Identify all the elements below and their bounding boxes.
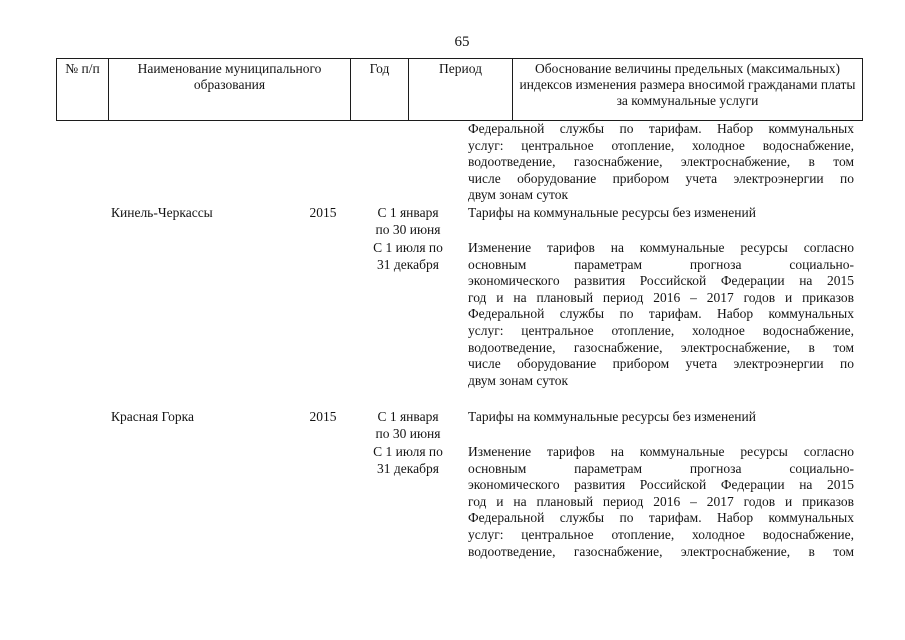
page-number: 65 xyxy=(454,34,470,50)
continuation-text xyxy=(468,121,854,204)
text-line: услуг: центральное отопление, холодное водоснабжение, xyxy=(468,526,854,542)
row-kinel-period-first xyxy=(362,205,454,238)
row-kinel-year: 2015 xyxy=(309,205,337,220)
row-krasnaya-basis-first: Тарифы на коммунальные ресурсы без изменений xyxy=(468,409,756,424)
header-number: № п/п xyxy=(57,59,109,120)
row-kinel-name: Кинель-Черкассы xyxy=(111,205,213,220)
row-krasnaya-name: Красная Горка xyxy=(111,409,195,424)
row-kinel-period-second xyxy=(362,240,454,273)
text-line: числе оборудование прибором учета электроэнергии по xyxy=(468,356,854,372)
text-line: основным параметрам прогноза социально- xyxy=(468,460,854,476)
text-line: Федеральной службы по тарифам. Набор коммунальных xyxy=(468,121,854,136)
row-krasnaya-period-first xyxy=(362,409,454,442)
text-line: водоотведение, газоснабжение, электроснабжение, в том xyxy=(468,154,854,170)
header-municipality: Наименование муниципального образования xyxy=(109,59,351,120)
text-line: двум зонам суток xyxy=(468,372,569,388)
period-line: С 1 января xyxy=(377,205,439,220)
text-line: водоотведение, газоснабжение, электроснабжение, в том xyxy=(468,339,854,355)
text-line: двум зонам суток xyxy=(468,187,569,203)
text-line: год и на плановый период 2016 – 2017 годов и приказов xyxy=(468,493,854,509)
text-line: Изменение тарифов на коммунальные ресурсы согласно xyxy=(468,240,854,255)
table-header xyxy=(56,58,863,121)
text-line: экономического развития Российской Федерации на 2015 xyxy=(468,273,854,289)
row-krasnaya-year: 2015 xyxy=(309,409,337,424)
text-line: услуг: центральное отопление, холодное водоснабжение, xyxy=(468,137,854,153)
period-line: 31 декабря xyxy=(377,256,439,272)
period-line: С 1 июля по xyxy=(373,444,443,459)
text-line: Федеральной службы по тарифам. Набор коммунальных xyxy=(468,306,854,322)
header-period: Период xyxy=(409,59,513,120)
period-line: С 1 января xyxy=(377,409,439,424)
text-line: числе оборудование прибором учета электроэнергии по xyxy=(468,170,854,186)
text-line: Изменение тарифов на коммунальные ресурсы согласно xyxy=(468,444,854,459)
text-line: Федеральной службы по тарифам. Набор коммунальных xyxy=(468,510,854,526)
text-line: водоотведение, газоснабжение, электроснабжение, в том xyxy=(468,543,854,559)
row-kinel-basis-second xyxy=(468,240,854,389)
period-line: 31 декабря xyxy=(377,460,439,476)
period-line: по 30 июня xyxy=(375,425,441,441)
text-line: экономического развития Российской Федерации на 2015 xyxy=(468,477,854,493)
text-line: услуг: центральное отопление, холодное водоснабжение, xyxy=(468,322,854,338)
row-kinel-basis-first: Тарифы на коммунальные ресурсы без изменений xyxy=(468,205,756,220)
row-krasnaya-basis-second xyxy=(468,444,854,560)
text-line: год и на плановый период 2016 – 2017 годов и приказов xyxy=(468,289,854,305)
period-line: С 1 июля по xyxy=(373,240,443,255)
text-line: основным параметрам прогноза социально- xyxy=(468,256,854,272)
period-line: по 30 июня xyxy=(375,221,441,237)
header-basis: Обоснование величины предельных (максимальных) индексов изменения размера вносимой гражданами платы за коммунальные услуги xyxy=(519,61,856,108)
row-krasnaya-period-second xyxy=(362,444,454,477)
header-year: Год xyxy=(351,59,409,120)
